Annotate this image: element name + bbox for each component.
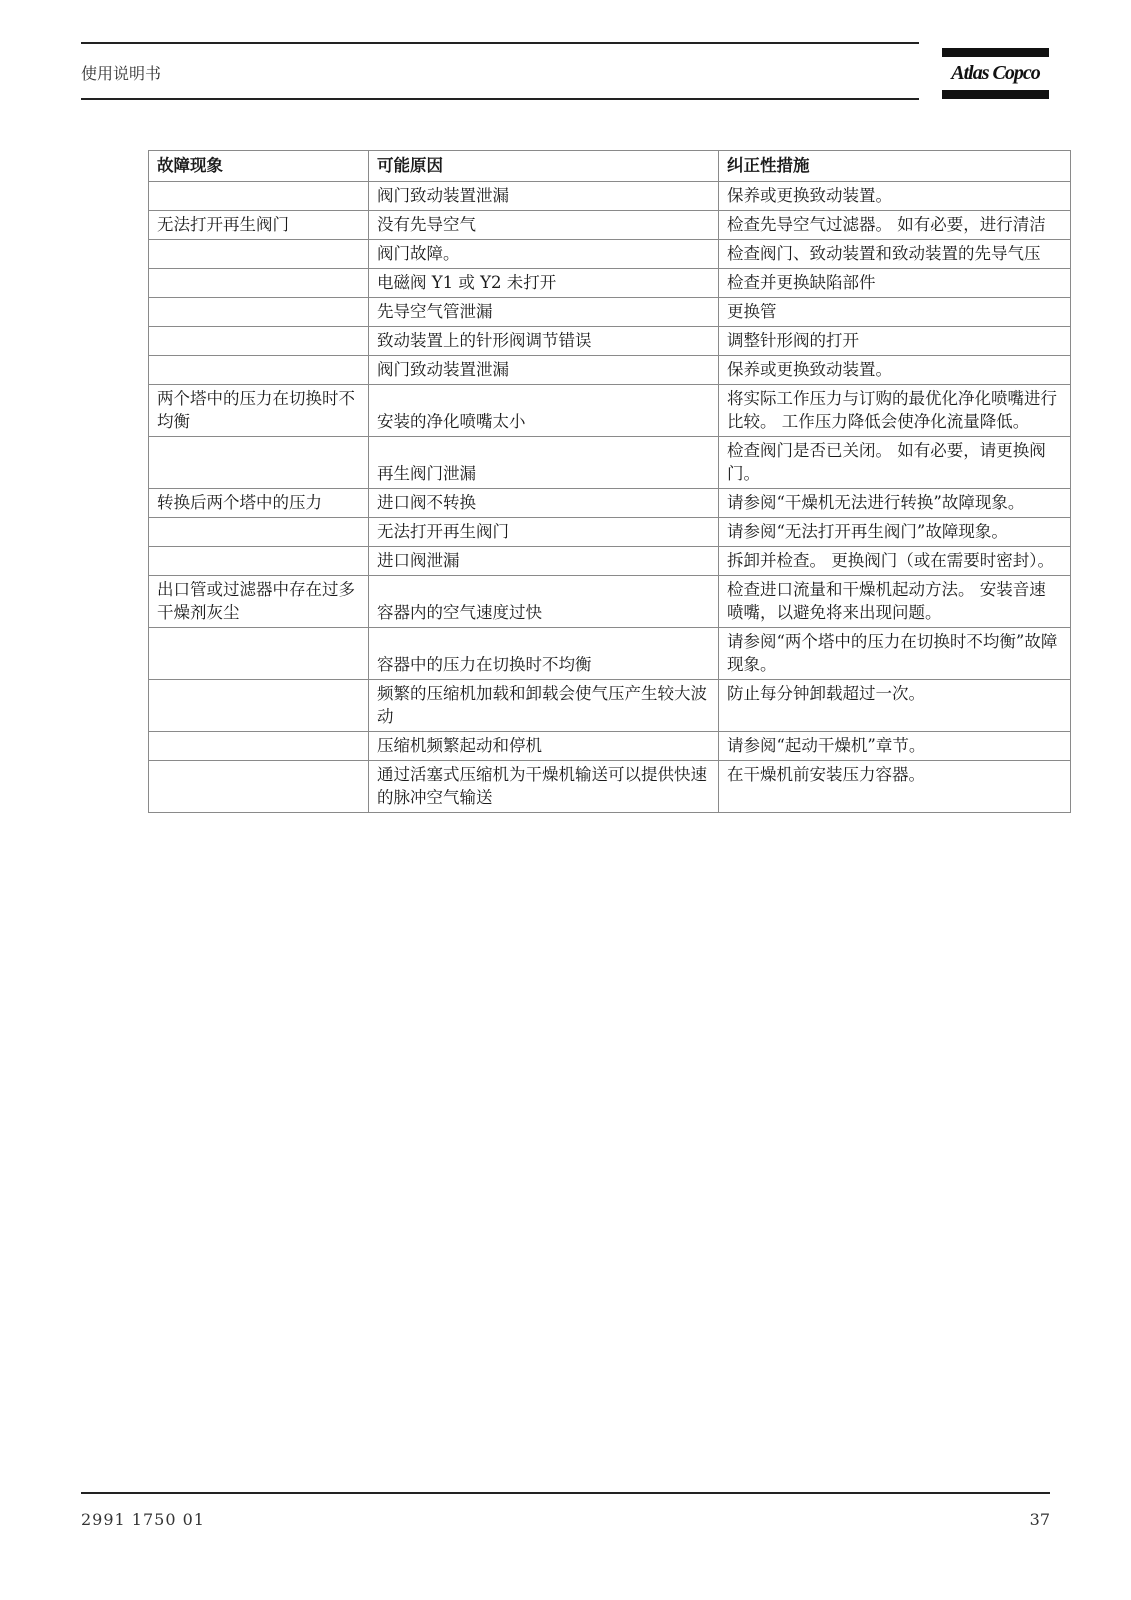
table-row — [149, 547, 1071, 576]
troubleshooting-table — [148, 150, 1071, 813]
action-cell: 检查并更换缺陷部件 — [719, 269, 1071, 298]
table-row — [149, 356, 1071, 385]
table-row — [149, 269, 1071, 298]
cause-cell: 容器中的压力在切换时不均衡 — [369, 628, 719, 680]
action-cell: 检查阀门、致动装置和致动装置的先导气压 — [719, 240, 1071, 269]
symptom-cell — [149, 518, 369, 547]
header-cause: 可能原因 — [369, 151, 719, 182]
cause-cell: 频繁的压缩机加载和卸载会使气压产生较大波动 — [369, 680, 719, 732]
action-cell: 防止每分钟卸载超过一次。 — [719, 680, 1071, 732]
action-cell: 检查进口流量和干燥机起动方法。 安装音速喷嘴，以避免将来出现问题。 — [719, 576, 1071, 628]
table-row — [149, 182, 1071, 211]
table-row — [149, 761, 1071, 813]
header-rule-bottom — [81, 98, 919, 100]
symptom-cell — [149, 437, 369, 489]
table-row — [149, 680, 1071, 732]
cause-cell: 进口阀不转换 — [369, 489, 719, 518]
action-cell: 检查先导空气过滤器。 如有必要，进行清洁 — [719, 211, 1071, 240]
header-symptom: 故障现象 — [149, 151, 369, 182]
symptom-cell: 转换后两个塔中的压力 — [149, 489, 369, 518]
action-cell: 请参阅“干燥机无法进行转换”故障现象。 — [719, 489, 1071, 518]
table-row — [149, 628, 1071, 680]
cause-cell: 再生阀门泄漏 — [369, 437, 719, 489]
cause-cell: 阀门故障。 — [369, 240, 719, 269]
table-row — [149, 240, 1071, 269]
table-row — [149, 298, 1071, 327]
table-header-row — [149, 151, 1071, 182]
symptom-cell — [149, 327, 369, 356]
symptom-cell — [149, 240, 369, 269]
table-row — [149, 211, 1071, 240]
table-row — [149, 489, 1071, 518]
header-action: 纠正性措施 — [719, 151, 1071, 182]
table-row — [149, 518, 1071, 547]
header-rule-top — [81, 42, 919, 44]
document-title: 使用说明书 — [81, 64, 162, 83]
table-row — [149, 385, 1071, 437]
cause-cell: 进口阀泄漏 — [369, 547, 719, 576]
cause-cell: 阀门致动装置泄漏 — [369, 356, 719, 385]
cause-cell: 容器内的空气速度过快 — [369, 576, 719, 628]
action-cell: 保养或更换致动装置。 — [719, 182, 1071, 211]
action-cell: 更换管 — [719, 298, 1071, 327]
symptom-cell: 无法打开再生阀门 — [149, 211, 369, 240]
page-number: 37 — [1029, 1510, 1050, 1529]
action-cell: 拆卸并检查。 更换阀门（或在需要时密封）。 — [719, 547, 1071, 576]
table-row — [149, 327, 1071, 356]
cause-cell: 没有先导空气 — [369, 211, 719, 240]
logo-bar-bottom — [942, 90, 1049, 99]
action-cell: 检查阀门是否已关闭。 如有必要，请更换阀门。 — [719, 437, 1071, 489]
symptom-cell — [149, 680, 369, 732]
symptom-cell — [149, 761, 369, 813]
cause-cell: 先导空气管泄漏 — [369, 298, 719, 327]
document-number: 2991 1750 01 — [81, 1510, 205, 1529]
symptom-cell — [149, 547, 369, 576]
symptom-cell: 出口管或过滤器中存在过多干燥剂灰尘 — [149, 576, 369, 628]
cause-cell: 阀门致动装置泄漏 — [369, 182, 719, 211]
cause-cell: 压缩机频繁起动和停机 — [369, 732, 719, 761]
logo-bar-top — [942, 48, 1049, 57]
table-row — [149, 732, 1071, 761]
action-cell: 调整针形阀的打开 — [719, 327, 1071, 356]
cause-cell: 电磁阀 Y1 或 Y2 未打开 — [369, 269, 719, 298]
symptom-cell — [149, 182, 369, 211]
action-cell: 请参阅“无法打开再生阀门”故障现象。 — [719, 518, 1071, 547]
atlas-copco-logo — [942, 48, 1049, 100]
symptom-cell — [149, 356, 369, 385]
cause-cell: 安装的净化喷嘴太小 — [369, 385, 719, 437]
action-cell: 将实际工作压力与订购的最优化净化喷嘴进行比较。 工作压力降低会使净化流量降低。 — [719, 385, 1071, 437]
symptom-cell — [149, 269, 369, 298]
cause-cell: 通过活塞式压缩机为干燥机输送可以提供快速的脉冲空气输送 — [369, 761, 719, 813]
logo-wordmark: Atlas Copco — [951, 62, 1040, 84]
action-cell: 请参阅“两个塔中的压力在切换时不均衡”故障现象。 — [719, 628, 1071, 680]
cause-cell: 致动装置上的针形阀调节错误 — [369, 327, 719, 356]
table-row — [149, 437, 1071, 489]
table-row — [149, 576, 1071, 628]
action-cell: 保养或更换致动装置。 — [719, 356, 1071, 385]
cause-cell: 无法打开再生阀门 — [369, 518, 719, 547]
footer-rule — [81, 1492, 1050, 1494]
action-cell: 在干燥机前安装压力容器。 — [719, 761, 1071, 813]
symptom-cell — [149, 732, 369, 761]
symptom-cell: 两个塔中的压力在切换时不均衡 — [149, 385, 369, 437]
symptom-cell — [149, 628, 369, 680]
action-cell: 请参阅“起动干燥机”章节。 — [719, 732, 1071, 761]
symptom-cell — [149, 298, 369, 327]
